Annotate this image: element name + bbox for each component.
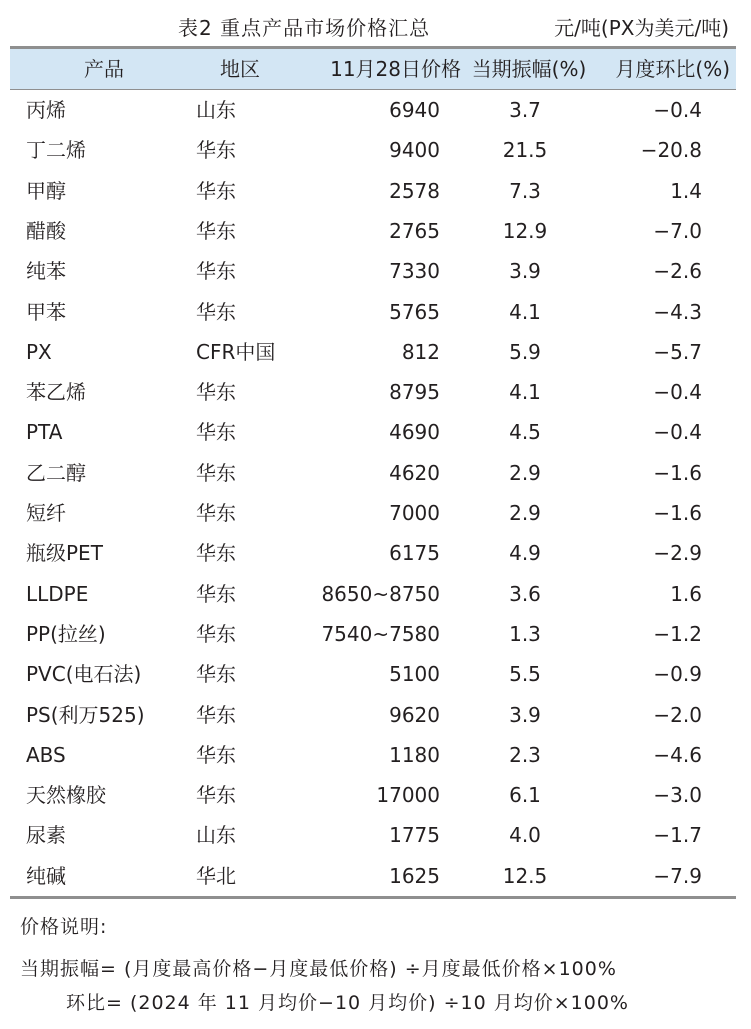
bottom-rule xyxy=(10,896,736,899)
cell-price: 2578 xyxy=(389,178,440,203)
cell-price: 7330 xyxy=(389,259,440,284)
table-row xyxy=(10,815,736,855)
cell-price: 8650~8750 xyxy=(321,581,440,606)
cell-region: 华东 xyxy=(196,621,236,646)
notes-mom-formula: 环比= (2024 年 11 月均价−10 月均价) ÷10 月均价×100% xyxy=(66,992,629,1014)
table-row xyxy=(10,372,736,412)
table-row xyxy=(10,171,736,211)
cell-price: 7540~7580 xyxy=(321,621,440,646)
cell-amplitude: 2.3 xyxy=(509,742,541,767)
cell-price: 6175 xyxy=(389,541,440,566)
cell-mom: −5.7 xyxy=(653,339,702,364)
cell-mom: −1.6 xyxy=(653,501,702,525)
cell-product: LLDPE xyxy=(26,581,89,606)
cell-product: ABS xyxy=(26,742,66,767)
cell-product: PP(拉丝) xyxy=(26,621,106,646)
cell-amplitude: 3.9 xyxy=(509,702,541,727)
cell-price: 4690 xyxy=(389,420,440,445)
table-row xyxy=(10,735,736,775)
cell-region: 山东 xyxy=(196,823,236,848)
cell-mom: −0.9 xyxy=(653,662,702,687)
header-mom: 月度环比(%) xyxy=(615,57,730,81)
cell-region: 华东 xyxy=(196,299,236,324)
cell-region: 华东 xyxy=(196,138,236,163)
cell-price: 4620 xyxy=(389,460,440,485)
table-row xyxy=(10,130,736,170)
table-body xyxy=(10,90,736,896)
cell-price: 17000 xyxy=(376,783,440,808)
table-row xyxy=(10,695,736,735)
cell-mom: −7.9 xyxy=(653,863,702,888)
cell-region: 华东 xyxy=(196,501,236,525)
cell-product: PTA xyxy=(26,420,63,445)
cell-mom: 1.4 xyxy=(670,178,702,203)
cell-region: 华东 xyxy=(196,259,236,284)
cell-mom: −1.7 xyxy=(653,823,702,848)
cell-product: PX xyxy=(26,339,52,364)
cell-mom: −0.4 xyxy=(653,380,702,405)
cell-amplitude: 2.9 xyxy=(509,460,541,485)
cell-mom: −2.9 xyxy=(653,541,702,566)
unit-label: 元/吨(PX为美元/吨) xyxy=(554,16,729,40)
cell-amplitude: 4.0 xyxy=(509,823,541,848)
table-row xyxy=(10,775,736,815)
cell-product: 甲醇 xyxy=(26,178,66,203)
cell-region: 华东 xyxy=(196,662,236,687)
cell-mom: −0.4 xyxy=(653,98,702,122)
cell-region: 华东 xyxy=(196,702,236,727)
cell-product: 丁二烯 xyxy=(26,138,86,163)
table-row xyxy=(10,251,736,291)
cell-amplitude: 3.7 xyxy=(509,98,541,122)
cell-amplitude: 4.1 xyxy=(509,299,541,324)
cell-mom: −2.6 xyxy=(653,259,702,284)
cell-product: 乙二醇 xyxy=(26,460,86,485)
table-row xyxy=(10,654,736,694)
cell-product: PVC(电石法) xyxy=(26,662,142,687)
cell-region: 华东 xyxy=(196,420,236,445)
header-product: 产品 xyxy=(84,57,124,81)
cell-price: 9620 xyxy=(389,702,440,727)
cell-amplitude: 3.9 xyxy=(509,259,541,284)
cell-region: 华东 xyxy=(196,581,236,606)
header-region: 地区 xyxy=(220,57,260,81)
cell-amplitude: 21.5 xyxy=(502,138,548,163)
cell-region: 华北 xyxy=(196,863,236,888)
cell-amplitude: 6.1 xyxy=(509,783,541,808)
cell-price: 812 xyxy=(401,339,440,364)
table-row xyxy=(10,614,736,654)
cell-product: 天然橡胶 xyxy=(26,783,106,808)
cell-product: 尿素 xyxy=(26,823,66,848)
table-row xyxy=(10,412,736,452)
cell-price: 1775 xyxy=(389,823,440,848)
cell-product: 瓶级PET xyxy=(26,541,103,566)
cell-region: 华东 xyxy=(196,742,236,767)
cell-region: 山东 xyxy=(196,98,236,122)
table-row xyxy=(10,453,736,493)
cell-price: 5100 xyxy=(389,662,440,687)
cell-price: 1180 xyxy=(389,742,440,767)
cell-amplitude: 7.3 xyxy=(509,178,541,203)
cell-region: 华东 xyxy=(196,380,236,405)
cell-amplitude: 5.9 xyxy=(509,339,541,364)
cell-price: 2765 xyxy=(389,218,440,243)
cell-mom: −0.4 xyxy=(653,420,702,445)
cell-mom: −3.0 xyxy=(653,783,702,808)
cell-mom: −20.8 xyxy=(640,138,702,163)
cell-price: 8795 xyxy=(389,380,440,405)
cell-region: 华东 xyxy=(196,178,236,203)
table-row xyxy=(10,332,736,372)
table-row xyxy=(10,493,736,533)
cell-price: 1625 xyxy=(389,863,440,888)
table-row xyxy=(10,292,736,332)
table-row xyxy=(10,856,736,896)
cell-mom: −1.6 xyxy=(653,460,702,485)
cell-amplitude: 3.6 xyxy=(509,581,541,606)
cell-mom: −4.3 xyxy=(653,299,702,324)
cell-mom: −1.2 xyxy=(653,621,702,646)
cell-amplitude: 4.1 xyxy=(509,380,541,405)
table-row xyxy=(10,533,736,573)
cell-amplitude: 4.5 xyxy=(509,420,541,445)
cell-amplitude: 12.9 xyxy=(502,218,548,243)
cell-product: PS(利万525) xyxy=(26,702,145,727)
cell-product: 纯碱 xyxy=(26,863,66,888)
notes-amplitude-formula: 当期振幅= (月度最高价格−月度最低价格) ÷月度最低价格×100% xyxy=(20,958,617,980)
cell-product: 短纤 xyxy=(26,501,66,525)
cell-product: 苯乙烯 xyxy=(26,380,86,405)
cell-region: 华东 xyxy=(196,460,236,485)
cell-region: 华东 xyxy=(196,218,236,243)
cell-amplitude: 1.3 xyxy=(509,621,541,646)
header-price: 11月28日价格 xyxy=(330,57,461,81)
cell-price: 6940 xyxy=(389,98,440,122)
cell-mom: 1.6 xyxy=(670,581,702,606)
cell-region: 华东 xyxy=(196,541,236,566)
cell-amplitude: 12.5 xyxy=(502,863,548,888)
cell-region: CFR中国 xyxy=(196,339,276,364)
cell-product: 甲苯 xyxy=(26,299,66,324)
cell-region: 华东 xyxy=(196,783,236,808)
cell-amplitude: 5.5 xyxy=(509,662,541,687)
table-row xyxy=(10,574,736,614)
table-caption xyxy=(0,14,751,42)
cell-price: 9400 xyxy=(389,138,440,163)
table-row xyxy=(10,211,736,251)
cell-product: 丙烯 xyxy=(26,98,66,122)
cell-price: 5765 xyxy=(389,299,440,324)
cell-price: 7000 xyxy=(389,501,440,525)
table-row xyxy=(10,90,736,130)
cell-product: 醋酸 xyxy=(26,218,66,243)
header-amplitude: 当期振幅(%) xyxy=(471,57,587,81)
table-header xyxy=(10,49,736,89)
cell-product: 纯苯 xyxy=(26,259,66,284)
table-title: 表2 重点产品市场价格汇总 xyxy=(178,16,431,40)
cell-mom: −2.0 xyxy=(653,702,702,727)
cell-mom: −4.6 xyxy=(653,742,702,767)
cell-amplitude: 2.9 xyxy=(509,501,541,525)
cell-amplitude: 4.9 xyxy=(509,541,541,566)
cell-mom: −7.0 xyxy=(653,218,702,243)
notes-title: 价格说明: xyxy=(20,916,108,938)
